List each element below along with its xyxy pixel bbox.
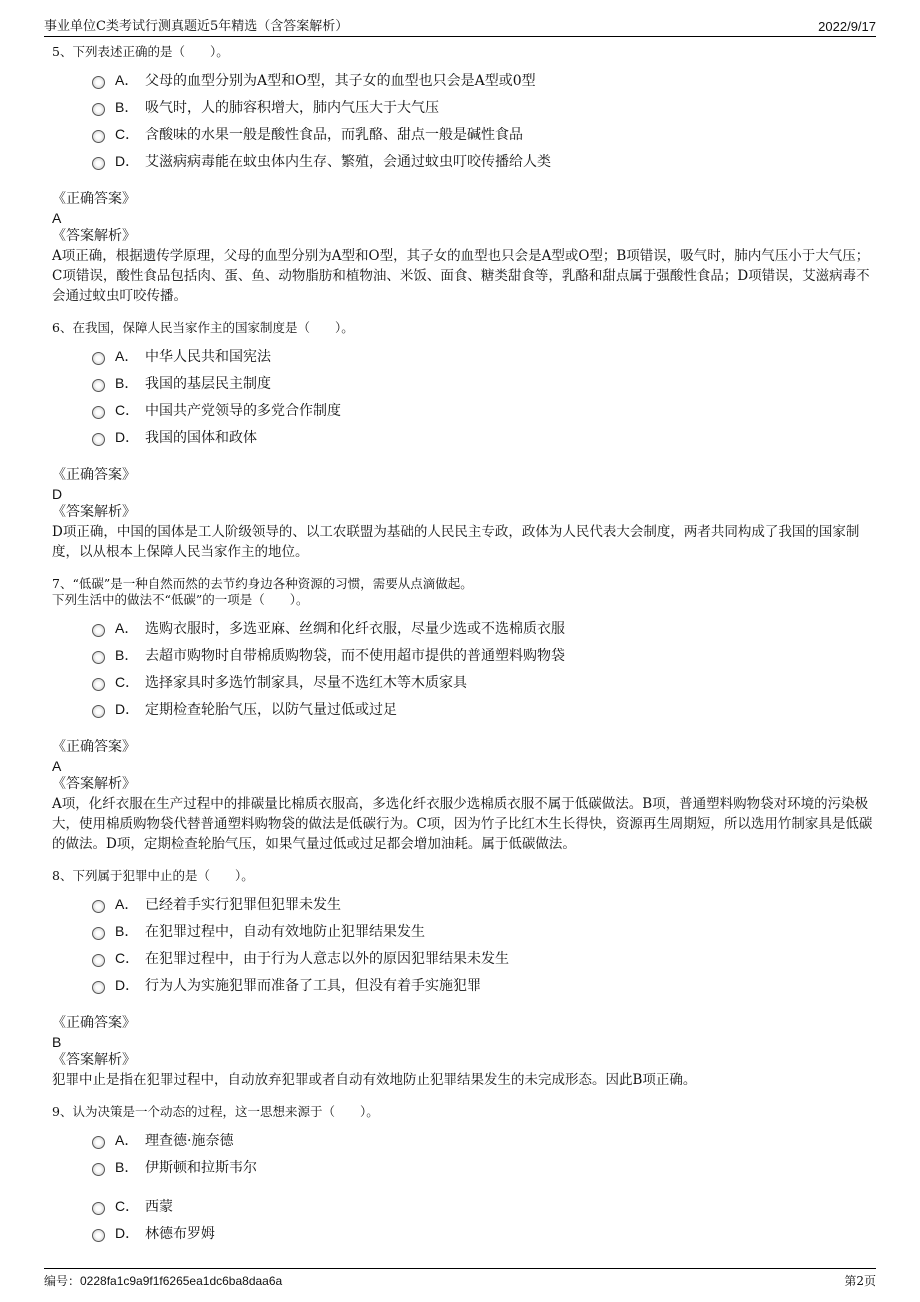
option-d[interactable] [92,147,876,174]
radio-icon[interactable] [92,103,105,116]
option-text: 林德布罗姆 [145,1225,215,1242]
analysis-label: 《答案解析》 [52,776,136,792]
option-letter: B． [115,646,139,663]
option-letter: C． [115,401,140,418]
option-letter: D． [115,700,140,717]
option-c[interactable] [92,944,876,971]
option-text: 在犯罪过程中，由于行为人意志以外的原因犯罪结果未发生 [145,950,509,967]
page-footer [44,1268,876,1294]
option-letter: A． [115,895,139,912]
option-letter: D． [115,152,140,169]
option-a[interactable] [92,890,876,917]
radio-icon[interactable] [92,927,105,940]
question-title: 8、下列属于犯罪中止的是（ ）。 [52,868,254,883]
option-d[interactable] [92,971,876,998]
option-text: 去超市购物时自带棉质购物袋，而不使用超市提供的普通塑料购物袋 [145,647,565,664]
option-a[interactable] [92,614,876,641]
analysis-text: A项，化纤衣服在生产过程中的排碳量比棉质衣服高，多选化纤衣服少选棉质衣服不属于低碳做法。B项，普通塑料购物袋对环境的污染极大，使用棉质购物袋代替普通塑料购物袋的做法是低碳行为。C项，因为竹子比红木生长得快，资源再生周期短，所以选用竹制家具是低碳的做法。D项，定期检查轮胎气压，如果气量过低或过足都会增加油耗。属于低碳做法。 [52,796,873,852]
answer-value: D [52,486,63,502]
option-c[interactable] [92,120,876,147]
question-title: 7、“低碳”是一种自然而然的去节约身边各种资源的习惯，需要从点滴做起。 [52,576,473,591]
option-c[interactable] [92,396,876,423]
radio-icon[interactable] [92,157,105,170]
question-5 [52,44,876,306]
option-letter: B． [115,374,139,391]
option-text: 在犯罪过程中，自动有效地防止犯罪结果发生 [145,923,425,940]
radio-icon[interactable] [92,954,105,967]
radio-icon[interactable] [92,651,105,664]
option-text: 含酸味的水果一般是酸性食品，而乳酪、甜点一般是碱性食品 [145,126,523,143]
answer-value: B [52,1034,62,1050]
radio-icon[interactable] [92,76,105,89]
option-d[interactable] [92,423,876,450]
option-list [92,614,876,722]
option-letter: D． [115,428,140,445]
option-text: 伊斯顿和拉斯韦尔 [145,1159,257,1176]
analysis-label: 《答案解析》 [52,1052,136,1068]
question-6 [52,320,876,562]
document-title: 事业单位C类考试行测真题近5年精选（含答案解析） [44,19,349,34]
option-a[interactable] [92,342,876,369]
analysis-text: A项正确，根据遗传学原理，父母的血型分别为A型和O型，其子女的血型也只会是A型或O型；B项错误，吸气时，肺内气压小于大气压；C项错误，酸性食品包括肉、蛋、鱼、动物脂肪和植物油、米饭、面食、糖类甜食等，乳酪和甜点属于强酸性食品；D项错误，艾滋病毒不会通过蚊虫叮咬传播。 [52,248,870,304]
radio-icon[interactable] [92,705,105,718]
option-text: 选购衣服时，多选亚麻、丝绸和化纤衣服，尽量少选或不选棉质衣服 [145,620,565,637]
analysis-text: 犯罪中止是指在犯罪过程中，自动放弃犯罪或者自动有效地防止犯罪结果发生的未完成形态。因此B项正确。 [52,1072,697,1088]
document-code: 编号：0228fa1c9a9f1f6265ea1dc6ba8daa6a [44,1274,283,1288]
analysis-text: D项正确，中国的国体是工人阶级领导的、以工农联盟为基础的人民民主专政，政体为人民代表大会制度，两者共同构成了我国的国家制度，以从根本上保障人民当家作主的地位。 [52,524,860,560]
page-content [52,44,876,1246]
option-list [92,66,876,174]
option-text: 中国共产党领导的多党合作制度 [145,402,341,419]
option-c[interactable] [92,668,876,695]
question-9 [52,1104,876,1246]
option-letter: C． [115,125,140,142]
page-number: 第2页 [844,1274,876,1288]
option-a[interactable] [92,66,876,93]
option-text: 已经着手实行犯罪但犯罪未发生 [145,896,341,913]
option-text: 选择家具时多选竹制家具，尽量不选红木等木质家具 [145,674,467,691]
option-text: 西蒙 [145,1198,173,1215]
option-b[interactable] [92,93,876,120]
radio-icon[interactable] [92,1202,105,1215]
option-text: 我国的基层民主制度 [145,375,271,392]
option-letter: A． [115,619,139,636]
radio-icon[interactable] [92,1163,105,1176]
option-letter: B． [115,1158,139,1175]
option-b[interactable] [92,917,876,944]
option-b[interactable] [92,369,876,396]
option-letter: B． [115,98,139,115]
option-letter: C． [115,673,140,690]
radio-icon[interactable] [92,379,105,392]
radio-icon[interactable] [92,981,105,994]
page-header [44,12,876,37]
option-text: 行为人为实施犯罪而准备了工具，但没有着手实施犯罪 [145,977,481,994]
option-b[interactable] [92,1153,876,1180]
option-list [92,342,876,450]
option-letter: A． [115,1131,139,1148]
answer-value: A [52,210,62,226]
answer-value: A [52,758,62,774]
radio-icon[interactable] [92,1136,105,1149]
option-text: 理查德·施奈德 [145,1132,234,1149]
radio-icon[interactable] [92,352,105,365]
option-a[interactable] [92,1126,876,1153]
option-list [92,1126,876,1246]
option-letter: D． [115,976,140,993]
radio-icon[interactable] [92,1229,105,1242]
radio-icon[interactable] [92,130,105,143]
answer-label: 《正确答案》 [52,739,136,755]
answer-label: 《正确答案》 [52,1015,136,1031]
option-letter: C． [115,1197,140,1214]
option-b[interactable] [92,641,876,668]
option-text: 定期检查轮胎气压，以防气量过低或过足 [145,701,397,718]
radio-icon[interactable] [92,678,105,691]
option-d[interactable] [92,695,876,722]
answer-label: 《正确答案》 [52,191,136,207]
option-text: 中华人民共和国宪法 [145,348,271,365]
answer-label: 《正确答案》 [52,467,136,483]
option-text: 吸气时，人的肺容积增大，肺内气压大于大气压 [145,99,439,116]
question-title: 9、认为决策是一个动态的过程，这一思想来源于（ ）。 [52,1104,379,1119]
question-7 [52,576,876,854]
radio-icon[interactable] [92,406,105,419]
option-letter: D． [115,1224,140,1241]
question-8 [52,868,876,1090]
document-date: 2022/9/17 [818,19,876,34]
question-title: 6、在我国，保障人民当家作主的国家制度是（ ）。 [52,320,354,335]
question-title: 5、下列表述正确的是（ ）。 [52,44,229,59]
option-letter: A． [115,347,139,364]
option-d[interactable] [92,1219,876,1246]
option-letter: B． [115,922,139,939]
option-text: 我国的国体和政体 [145,429,257,446]
option-text: 艾滋病病毒能在蚊虫体内生存、繁殖，会通过蚊虫叮咬传播给人类 [145,153,551,170]
option-letter: A． [115,71,139,88]
option-text: 父母的血型分别为A型和O型，其子女的血型也只会是A型或0型 [145,72,536,89]
radio-icon[interactable] [92,433,105,446]
option-letter: C． [115,949,140,966]
option-c[interactable] [92,1192,876,1219]
radio-icon[interactable] [92,900,105,913]
radio-icon[interactable] [92,624,105,637]
analysis-label: 《答案解析》 [52,504,136,520]
analysis-label: 《答案解析》 [52,228,136,244]
question-subtitle: 下列生活中的做法不“低碳”的一项是（ ）。 [52,592,309,607]
option-list [92,890,876,998]
